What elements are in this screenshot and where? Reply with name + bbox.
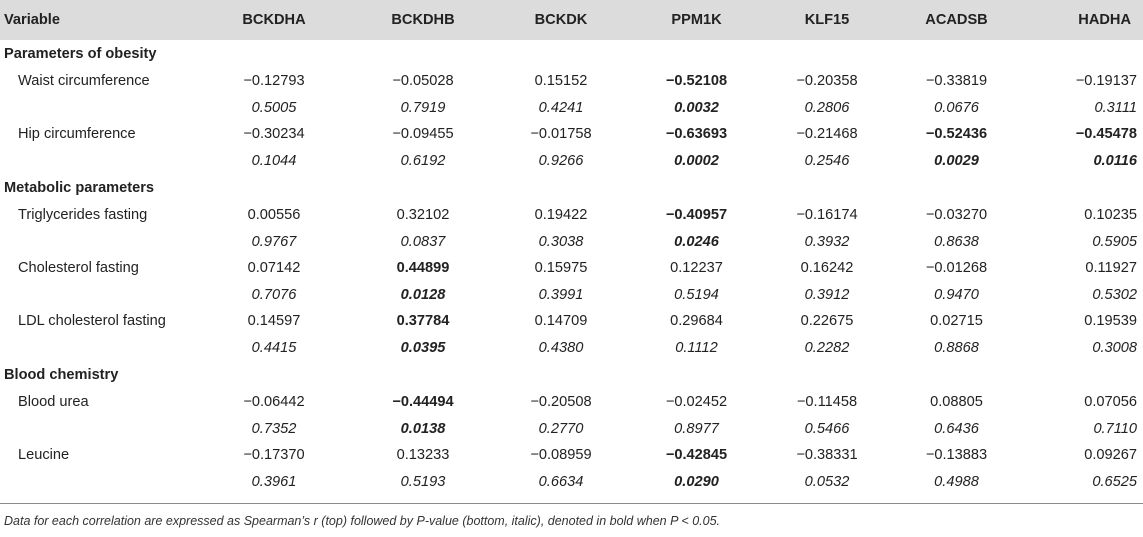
p-value-cell: 0.5194: [674, 286, 719, 303]
p-value-cell: 0.4988: [934, 473, 979, 490]
p-value-cell: 0.3912: [804, 286, 850, 303]
r-value-cell: −0.52436: [925, 126, 988, 143]
p-value-cell: 0.7352: [251, 420, 297, 437]
row-label-empty: [0, 416, 195, 443]
p-value-cell: 0.5193: [400, 473, 446, 490]
section-header-row: [0, 361, 1143, 389]
r-value-cell: 0.32102: [396, 207, 450, 224]
table-row-r: [0, 389, 1143, 416]
row-label: Triglycerides fasting: [18, 207, 148, 224]
p-value-cell: 0.8868: [934, 339, 979, 356]
r-value-cell: −0.63693: [665, 126, 728, 143]
table-row-p: [0, 335, 1143, 362]
r-value-cell: −0.01758: [530, 126, 592, 143]
p-value-cell: 0.2806: [804, 99, 850, 116]
r-value-cell: −0.20358: [796, 73, 858, 90]
row-label: Hip circumference: [18, 126, 136, 143]
header-variable: Variable: [4, 12, 60, 28]
r-value-cell: 0.16242: [800, 260, 854, 277]
r-value-cell: 0.37784: [396, 313, 450, 330]
row-label: Blood urea: [18, 394, 89, 411]
r-value-cell: 0.02715: [930, 313, 983, 330]
r-value-cell: 0.08805: [930, 394, 983, 411]
p-value-cell: 0.4415: [251, 339, 297, 356]
p-value-cell: 0.8638: [934, 233, 979, 250]
p-value-cell: 0.9470: [934, 286, 979, 303]
p-value-cell: 0.6436: [934, 420, 979, 437]
r-value-cell: 0.15975: [534, 260, 588, 277]
table-row-r: [0, 442, 1143, 469]
header-row: [0, 0, 1143, 40]
p-value-cell: 0.9266: [538, 152, 584, 169]
r-value-cell: −0.01268: [925, 260, 988, 277]
header-bckdha: BCKDHA: [242, 12, 306, 28]
p-value-cell: 0.0029: [934, 152, 979, 169]
r-value-cell: −0.03270: [925, 207, 988, 224]
p-value-cell: 0.7076: [251, 286, 297, 303]
p-value-cell: 0.0128: [400, 286, 446, 303]
table-row-p: [0, 416, 1143, 443]
p-value-cell: 0.0532: [804, 473, 850, 490]
p-value-cell: 0.6525: [1092, 473, 1137, 490]
p-value-cell: 0.3038: [538, 233, 584, 250]
row-label-empty: [0, 335, 195, 362]
r-value-cell: −0.44494: [392, 394, 454, 411]
table-row-r: [0, 121, 1143, 148]
r-value-cell: −0.42845: [665, 447, 728, 464]
r-value-cell: −0.08959: [530, 447, 592, 464]
p-value-cell: 0.3932: [804, 233, 850, 250]
table-row-r: [0, 308, 1143, 335]
p-value-cell: 0.2770: [538, 420, 584, 437]
p-value-cell: 0.1112: [675, 339, 718, 356]
p-value-cell: 0.0002: [674, 152, 719, 169]
p-value-cell: 0.4380: [538, 339, 584, 356]
r-value-cell: −0.05028: [392, 73, 454, 90]
p-value-cell: 0.5302: [1092, 286, 1137, 303]
p-value-cell: 0.6192: [400, 152, 446, 169]
r-value-cell: −0.33819: [925, 73, 988, 90]
r-value-cell: 0.22675: [800, 313, 854, 330]
table-body: [0, 40, 1143, 495]
section-title: Metabolic parameters: [4, 180, 155, 196]
row-label: Waist circumference: [18, 73, 150, 90]
row-label-empty: [0, 95, 195, 122]
p-value-cell: 0.6634: [538, 473, 584, 490]
section-title: Parameters of obesity: [4, 46, 157, 62]
section-header-row: [0, 40, 1143, 68]
r-value-cell: −0.02452: [665, 394, 728, 411]
row-label: LDL cholesterol fasting: [18, 313, 166, 330]
footnote: Data for each correlation are expressed as Spearman’s r (top) followed by P-value (bottom, italic), denoted in bold when P < 0.05.: [4, 514, 721, 528]
row-label-empty: [0, 469, 195, 496]
r-value-cell: 0.14597: [247, 313, 301, 330]
p-value-cell: 0.2546: [804, 152, 850, 169]
r-value-cell: 0.29684: [670, 313, 723, 330]
table-row-p: [0, 95, 1143, 122]
header-bckdk: BCKDK: [534, 12, 588, 28]
p-value-cell: 0.8977: [674, 420, 719, 437]
bottom-rule: [0, 503, 1143, 504]
table-row-p: [0, 148, 1143, 175]
r-value-cell: −0.52108: [665, 73, 728, 90]
r-value-cell: 0.09267: [1084, 447, 1137, 464]
r-value-cell: −0.16174: [796, 207, 858, 224]
p-value-cell: 0.0138: [400, 420, 446, 437]
p-value-cell: 0.3991: [538, 286, 584, 303]
p-value-cell: 0.0395: [400, 339, 446, 356]
section-header-row: [0, 174, 1143, 202]
r-value-cell: 0.11927: [1085, 260, 1137, 277]
r-value-cell: −0.12793: [243, 73, 305, 90]
r-value-cell: 0.10235: [1084, 207, 1137, 224]
row-label-empty: [0, 148, 195, 175]
table-row-r: [0, 68, 1143, 95]
header-acadsb: ACADSB: [925, 12, 988, 28]
p-value-cell: 0.7919: [400, 99, 446, 116]
header-bckdhb: BCKDHB: [391, 12, 455, 28]
r-value-cell: −0.38331: [796, 447, 858, 464]
p-value-cell: 0.0116: [1093, 152, 1137, 169]
p-value-cell: 0.0676: [934, 99, 979, 116]
r-value-cell: 0.15152: [534, 73, 588, 90]
p-value-cell: 0.3111: [1094, 99, 1137, 116]
p-value-cell: 0.1044: [251, 152, 297, 169]
r-value-cell: 0.12237: [670, 260, 723, 277]
r-value-cell: 0.19539: [1084, 313, 1137, 330]
r-value-cell: −0.06442: [243, 394, 305, 411]
p-value-cell: 0.4241: [538, 99, 584, 116]
p-value-cell: 0.5005: [251, 99, 297, 116]
r-value-cell: −0.30234: [243, 126, 305, 143]
table-row-p: [0, 282, 1143, 309]
r-value-cell: −0.20508: [530, 394, 592, 411]
p-value-cell: 0.0246: [674, 233, 719, 250]
header-ppm1k: PPM1K: [671, 12, 722, 28]
p-value-cell: 0.3961: [251, 473, 297, 490]
r-value-cell: 0.07056: [1084, 394, 1137, 411]
p-value-cell: 0.0290: [674, 473, 719, 490]
p-value-cell: 0.9767: [251, 233, 297, 250]
row-label-empty: [0, 282, 195, 309]
header-hadha: HADHA: [1078, 12, 1131, 28]
r-value-cell: −0.45478: [1075, 126, 1137, 143]
p-value-cell: 0.0032: [674, 99, 719, 116]
r-value-cell: 0.14709: [534, 313, 588, 330]
r-value-cell: −0.17370: [243, 447, 305, 464]
table-row-p: [0, 229, 1143, 256]
p-value-cell: 0.5466: [804, 420, 850, 437]
table-row-p: [0, 469, 1143, 496]
r-value-cell: −0.13883: [925, 447, 988, 464]
p-value-cell: 0.7110: [1093, 420, 1137, 437]
p-value-cell: 0.3008: [1092, 339, 1137, 356]
r-value-cell: −0.19137: [1075, 73, 1137, 90]
r-value-cell: 0.13233: [396, 447, 450, 464]
row-label: Cholesterol fasting: [18, 260, 139, 277]
r-value-cell: 0.44899: [396, 260, 450, 277]
header-klf15: KLF15: [804, 12, 850, 28]
r-value-cell: −0.21468: [796, 126, 858, 143]
row-label-empty: [0, 229, 195, 256]
table-row-r: [0, 255, 1143, 282]
p-value-cell: 0.0837: [400, 233, 446, 250]
r-value-cell: −0.40957: [665, 207, 728, 224]
r-value-cell: 0.19422: [534, 207, 588, 224]
r-value-cell: 0.07142: [247, 260, 301, 277]
section-title: Blood chemistry: [4, 367, 119, 383]
r-value-cell: 0.00556: [247, 207, 301, 224]
p-value-cell: 0.2282: [804, 339, 850, 356]
row-label: Leucine: [18, 447, 70, 464]
table-row-r: [0, 202, 1143, 229]
r-value-cell: −0.09455: [392, 126, 454, 143]
p-value-cell: 0.5905: [1092, 233, 1137, 250]
r-value-cell: −0.11458: [796, 394, 858, 411]
